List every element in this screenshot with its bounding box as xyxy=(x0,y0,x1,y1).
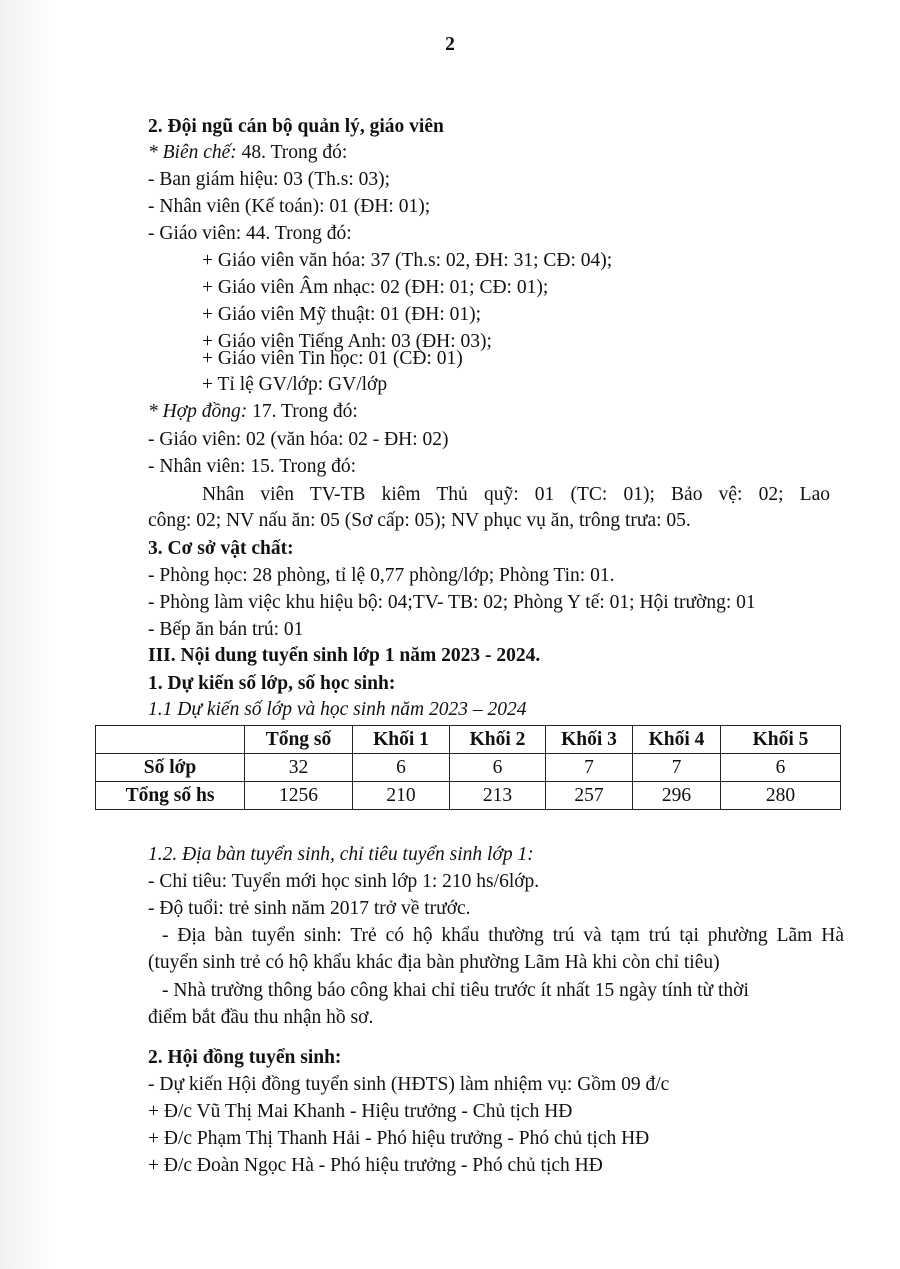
enrollment-sub1-1: 1.1 Dự kiến số lớp và học sinh năm 2023 – 2024 xyxy=(148,699,527,720)
text-line: - Phòng học: 28 phòng, tỉ lệ 0,77 phòng/lớp; Phòng Tin: 01. xyxy=(148,565,615,586)
text-line: - Giáo viên: 02 (văn hóa: 02 - ĐH: 02) xyxy=(148,429,449,450)
bien-che-line xyxy=(148,140,347,166)
table-cell: Tổng số hs xyxy=(96,782,245,810)
table-cell: 296 xyxy=(633,782,721,810)
text-line: - Địa bàn tuyển sinh: Trẻ có hộ khẩu thường trú và tạm trú tại phường Lãm Hà xyxy=(162,925,844,946)
table-cell: 32 xyxy=(245,754,353,782)
text-line: + Đ/c Phạm Thị Thanh Hải - Phó hiệu trưởng - Phó chủ tịch HĐ xyxy=(148,1128,650,1149)
enrollment-sub1-2: 1.2. Địa bàn tuyển sinh, chỉ tiêu tuyển sinh lớp 1: xyxy=(148,844,534,865)
table-cell: 210 xyxy=(353,782,450,810)
table-header: Khối 5 xyxy=(721,726,841,754)
table-row xyxy=(96,782,841,810)
text-line: công: 02; NV nấu ăn: 05 (Sơ cấp: 05); NV phục vụ ăn, trông trưa: 05. xyxy=(148,510,691,531)
table-cell: 257 xyxy=(546,782,633,810)
text-line: + Giáo viên Tiếng Anh: 03 (ĐH: 03); xyxy=(202,331,492,352)
staff-heading: 2. Đội ngũ cán bộ quản lý, giáo viên xyxy=(148,116,444,137)
text-line: - Dự kiến Hội đồng tuyển sinh (HĐTS) làm nhiệm vụ: Gồm 09 đ/c xyxy=(148,1074,670,1095)
text-line: - Giáo viên: 44. Trong đó: xyxy=(148,223,352,244)
text-line: + Đ/c Đoàn Ngọc Hà - Phó hiệu trưởng - Phó chủ tịch HĐ xyxy=(148,1155,603,1176)
bien-che-label: * Biên chế: xyxy=(148,142,237,163)
text-line: (tuyển sinh trẻ có hộ khẩu khác địa bàn phường Lãm Hà khi còn chỉ tiêu) xyxy=(148,952,720,973)
table-cell: 6 xyxy=(450,754,546,782)
table-cell: 1256 xyxy=(245,782,353,810)
table-cell: 6 xyxy=(353,754,450,782)
text-line: - Chỉ tiêu: Tuyển mới học sinh lớp 1: 210 hs/6lớp. xyxy=(148,871,540,892)
text-line: + Giáo viên Mỹ thuật: 01 (ĐH: 01); xyxy=(202,304,482,325)
table-header: Khối 4 xyxy=(633,726,721,754)
text-line: điểm bắt đầu thu nhận hồ sơ. xyxy=(148,1007,374,1028)
table-cell: 7 xyxy=(546,754,633,782)
table-header xyxy=(96,726,245,754)
text-line: - Phòng làm việc khu hiệu bộ: 04;TV- TB: 02; Phòng Y tế: 01; Hội trường: 01 xyxy=(148,592,756,613)
hop-dong-label: * Hợp đồng: xyxy=(148,401,248,422)
text-line: + Giáo viên văn hóa: 37 (Th.s: 02, ĐH: 31; CĐ: 04); xyxy=(202,250,613,271)
council-heading: 2. Hội đồng tuyển sinh: xyxy=(148,1047,342,1068)
text-line: Nhân viên TV-TB kiêm Thủ quỹ: 01 (TC: 01); Bảo vệ: 02; Lao xyxy=(202,484,830,505)
text-line: + Giáo viên Tin học: 01 (CĐ: 01) xyxy=(202,348,463,369)
text-line: - Bếp ăn bán trú: 01 xyxy=(148,619,304,640)
table-header: Khối 1 xyxy=(353,726,450,754)
table-header: Tổng số xyxy=(245,726,353,754)
facilities-heading: 3. Cơ sở vật chất: xyxy=(148,538,294,559)
table-cell: 280 xyxy=(721,782,841,810)
table-header: Khối 3 xyxy=(546,726,633,754)
enrollment-table xyxy=(95,725,841,810)
scan-shadow xyxy=(0,0,55,1269)
text-line: + Giáo viên Âm nhạc: 02 (ĐH: 01; CĐ: 01); xyxy=(202,277,549,298)
hop-dong-text: 17. Trong đó: xyxy=(247,401,358,422)
table-cell: 7 xyxy=(633,754,721,782)
hop-dong-line xyxy=(148,399,358,425)
table-cell: 213 xyxy=(450,782,546,810)
text-line: - Ban giám hiệu: 03 (Th.s: 03); xyxy=(148,169,391,190)
bien-che-text: 48. Trong đó: xyxy=(236,142,348,163)
text-line: - Độ tuổi: trẻ sinh năm 2017 trở về trước. xyxy=(148,898,471,919)
page-number: 2 xyxy=(445,34,455,55)
text-line: + Đ/c Vũ Thị Mai Khanh - Hiệu trưởng - Chủ tịch HĐ xyxy=(148,1101,573,1122)
table-cell: Số lớp xyxy=(96,754,245,782)
text-line: - Nhà trường thông báo công khai chỉ tiêu trước ít nhất 15 ngày tính từ thời xyxy=(162,980,749,1001)
text-line: + Tỉ lệ GV/lớp: GV/lớp xyxy=(202,374,388,395)
enrollment-heading: III. Nội dung tuyển sinh lớp 1 năm 2023 - 2024. xyxy=(148,645,541,666)
table-header-row xyxy=(96,726,841,754)
enrollment-sub1: 1. Dự kiến số lớp, số học sinh: xyxy=(148,673,396,694)
text-line: - Nhân viên (Kế toán): 01 (ĐH: 01); xyxy=(148,196,431,217)
table-cell: 6 xyxy=(721,754,841,782)
table-header: Khối 2 xyxy=(450,726,546,754)
table-row xyxy=(96,754,841,782)
text-line: - Nhân viên: 15. Trong đó: xyxy=(148,456,357,477)
